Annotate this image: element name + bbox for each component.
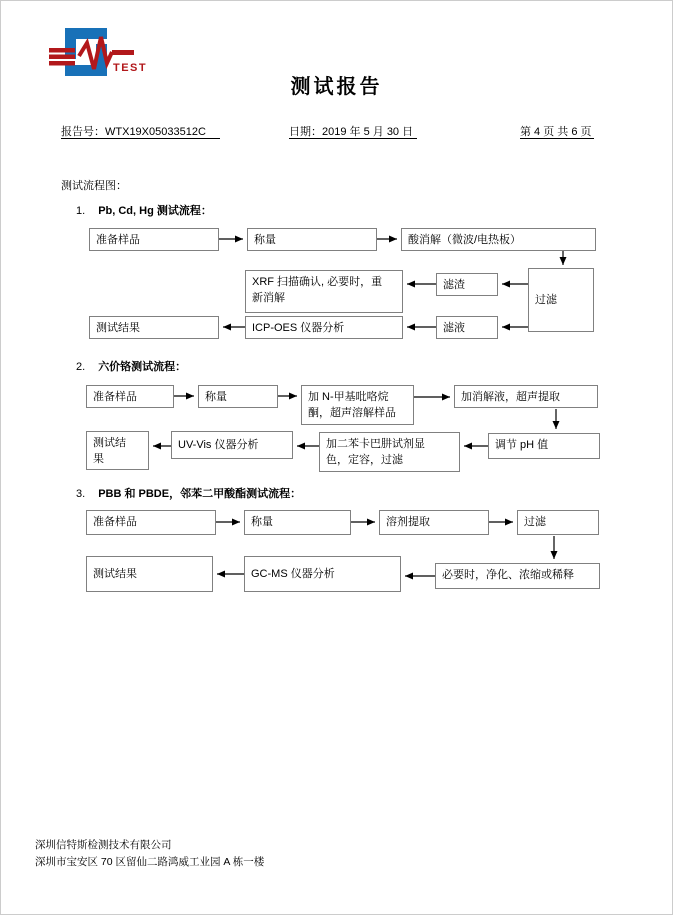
node-fc1-filter: 过滤 — [528, 268, 594, 332]
node-fc1-residue: 滤渣 — [436, 273, 498, 296]
node-fc2-color-reagent: 加二苯卡巴肼试剂显色，定容，过滤 — [319, 432, 460, 472]
report-date: 日期：2019 年 5 月 30 日 — [289, 123, 417, 139]
report-title: 测试报告 — [290, 76, 383, 98]
node-fc2-prepare-sample: 准备样品 — [86, 385, 174, 408]
footer-company-name: 深圳信特斯检测技术有限公司 — [35, 839, 172, 851]
page-footer — [35, 837, 264, 871]
node-fc1-xrf-confirm: XRF 扫描确认, 必要时，重新消解 — [245, 270, 403, 313]
node-fc2-add-digestion: 加消解液，超声提取 — [454, 385, 598, 408]
footer-company-address: 深圳市宝安区 70 区留仙二路鸿威工业园 A 栋一楼 — [35, 856, 265, 868]
node-fc2-result: 测试结果 — [86, 431, 149, 470]
node-fc2-add-nmp: 加 N-甲基吡咯烷酮，超声溶解样品 — [301, 385, 414, 425]
flowchart-2-heading — [76, 358, 186, 374]
node-fc3-filter: 过滤 — [517, 510, 599, 535]
flowchart-1-heading — [76, 202, 212, 218]
node-fc3-prepare-sample: 准备样品 — [86, 510, 216, 535]
flowchart-2-number: 2. — [76, 361, 86, 373]
flowchart-3-number: 3. — [76, 488, 86, 500]
node-fc3-gc-ms: GC-MS 仪器分析 — [244, 556, 401, 592]
node-fc1-filtrate: 滤液 — [436, 316, 498, 339]
node-fc1-result: 测试结果 — [89, 316, 219, 339]
flowchart-3-heading — [76, 485, 301, 501]
node-fc1-acid-digestion: 酸消解（微波/电热板） — [401, 228, 596, 251]
report-number: 报告号：WTX19X05033512C — [61, 123, 220, 139]
node-fc2-uv-vis: UV-Vis 仪器分析 — [171, 431, 293, 459]
flowchart-2-title: 六价铬测试流程： — [98, 361, 187, 373]
node-fc2-weigh: 称量 — [198, 385, 278, 408]
node-fc2-adjust-ph: 调节 pH 值 — [488, 433, 600, 459]
logo-test-label: TEST — [113, 62, 148, 74]
node-fc1-icp-oes: ICP-OES 仪器分析 — [245, 316, 403, 339]
section-heading-flow-diagrams: 测试流程图： — [61, 180, 127, 192]
node-fc3-cleanup: 必要时，净化、浓缩或稀释 — [435, 563, 600, 589]
node-fc3-solvent-extraction: 溶剂提取 — [379, 510, 489, 535]
flowchart-1-number: 1. — [76, 205, 86, 217]
flowchart-3-title: PBB 和 PBDE，邻苯二甲酸酯测试流程： — [98, 488, 302, 500]
page-indicator: 第 4 页 共 6 页 — [520, 123, 594, 139]
node-fc3-weigh: 称量 — [244, 510, 351, 535]
node-fc3-result: 测试结果 — [86, 556, 213, 592]
node-fc1-prepare-sample: 准备样品 — [89, 228, 219, 251]
flowchart-1-title: Pb, Cd, Hg 测试流程： — [98, 205, 212, 217]
node-fc1-weigh: 称量 — [247, 228, 377, 251]
